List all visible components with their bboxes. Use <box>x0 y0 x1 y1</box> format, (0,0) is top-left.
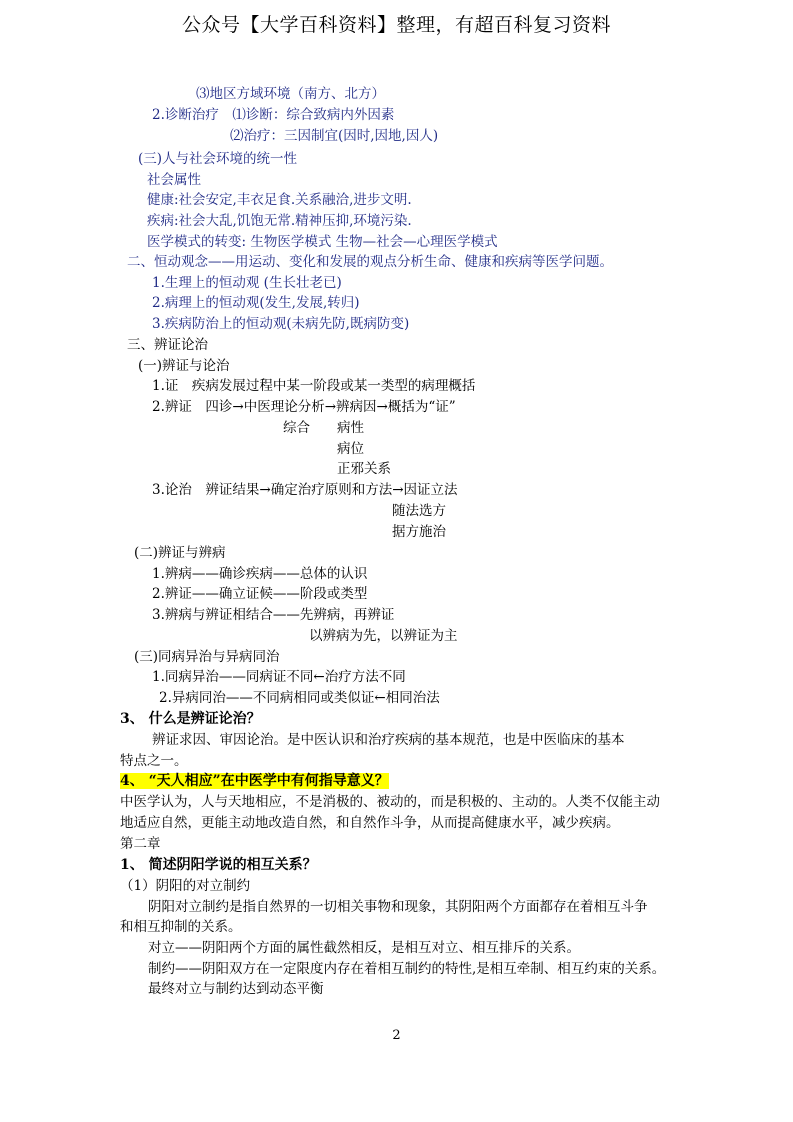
text-line: 医学模式的转变: 生物医学模式 生物—社会—心理医学模式 <box>147 234 498 250</box>
text-line: 最终对立与制约达到动态平衡 <box>148 981 324 997</box>
text-line: 地适应自然，更能主动地改造自然，和自然作斗争，从而提高健康水平，减少疾病。 <box>120 815 620 831</box>
subsection-heading: （1）阴阳的对立制约 <box>120 878 251 894</box>
text-line: 对立——阴阳两个方面的属性截然相反，是相互对立、相互排斥的关系。 <box>148 940 580 956</box>
text-line: 1.证 疾病发展过程中某一阶段或某一类型的病理概括 <box>152 378 476 394</box>
text-line: 疾病:社会大乱,饥饱无常.精神压抑,环境污染. <box>147 213 412 229</box>
text-line: 3.论治 辨证结果→确定治疗原则和方法→因证立法 <box>152 482 458 498</box>
text-line: 综合 <box>283 420 310 436</box>
question-heading: 1、 简述阴阳学说的相互关系？ <box>120 857 317 873</box>
text-line: 1.辨病——确诊疾病——总体的认识 <box>152 566 368 582</box>
text-line: 据方施治 <box>392 524 446 540</box>
text-line: ⑶地区方域环境（南方、北方） <box>196 86 385 102</box>
page-number: 2 <box>392 1028 401 1043</box>
text-line: 2.辨证——确立证候——阶段或类型 <box>152 586 368 602</box>
text-line: 3.辨病与辨证相结合——先辨病，再辨证 <box>152 607 395 623</box>
text-line: 健康:社会安定,丰衣足食.关系融洽,进步文明. <box>147 192 412 208</box>
text-line: 1.同病异治——同病证不同←治疗方法不同 <box>152 669 406 685</box>
text-line: 病位 <box>337 441 364 457</box>
subsection-heading: (二)辨证与辨病 <box>134 545 226 561</box>
section-heading: 三、辨证论治 <box>127 337 208 353</box>
text-line: 辨证求因、审因论治。是中医认识和治疗疾病的基本规范，也是中医临床的基本 <box>152 732 625 748</box>
text-line: 中医学认为，人与天地相应，不是消极的、被动的，而是积极的、主动的。人类不仅能主动 <box>120 794 660 810</box>
section-heading: (三)人与社会环境的统一性 <box>138 151 298 167</box>
chapter-heading: 第二章 <box>120 836 161 852</box>
text-line: 社会属性 <box>147 172 201 188</box>
question-heading: 3、 什么是辨证论治？ <box>120 711 261 727</box>
text-line: 正邪关系 <box>337 461 391 477</box>
text-line: 制约——阴阳双方在一定限度内存在着相互制约的特性,是相互牵制、相互约束的关系。 <box>148 961 666 977</box>
text-line: 阴阳对立制约是指自然界的一切相关事物和现象，其阴阳两个方面都存在着相互斗争 <box>148 899 648 915</box>
text-line: 2.诊断治疗 ⑴诊断：综合致病内外因素 <box>152 107 395 123</box>
subsection-heading: (一)辨证与论治 <box>138 358 230 374</box>
highlighted-question-heading: 4、 “天人相应”在中医学中有何指导意义？ <box>120 773 389 789</box>
text-line: 1.生理上的恒动观 (生长壮老已) <box>152 275 342 291</box>
text-line: 3.疾病防治上的恒动观(未病先防,既病防变) <box>152 316 410 332</box>
text-line: 特点之一。 <box>120 753 188 769</box>
text-line: 以辨病为先，以辨证为主 <box>309 628 458 644</box>
text-line: 2.病理上的恒动观(发生,发展,转归) <box>152 295 360 311</box>
page-header: 公众号【大学百科资料】整理，有超百科复习资料 <box>181 14 611 36</box>
subsection-heading: (三)同病异治与异病同治 <box>134 649 280 665</box>
section-heading: 二、恒动观念——用运动、变化和发展的观点分析生命、健康和疾病等医学问题。 <box>127 254 613 270</box>
text-line: 2.异病同治——不同病相同或类似证←相同治法 <box>159 690 440 706</box>
text-line: 随法选方 <box>392 503 446 519</box>
text-line: 2.辨证 四诊→中医理论分析→辨病因→概括为“证” <box>152 399 456 415</box>
text-line: 和相互抑制的关系。 <box>120 919 242 935</box>
text-line: ⑵治疗：三因制宜(因时,因地,因人) <box>230 128 439 144</box>
text-line: 病性 <box>337 420 364 436</box>
